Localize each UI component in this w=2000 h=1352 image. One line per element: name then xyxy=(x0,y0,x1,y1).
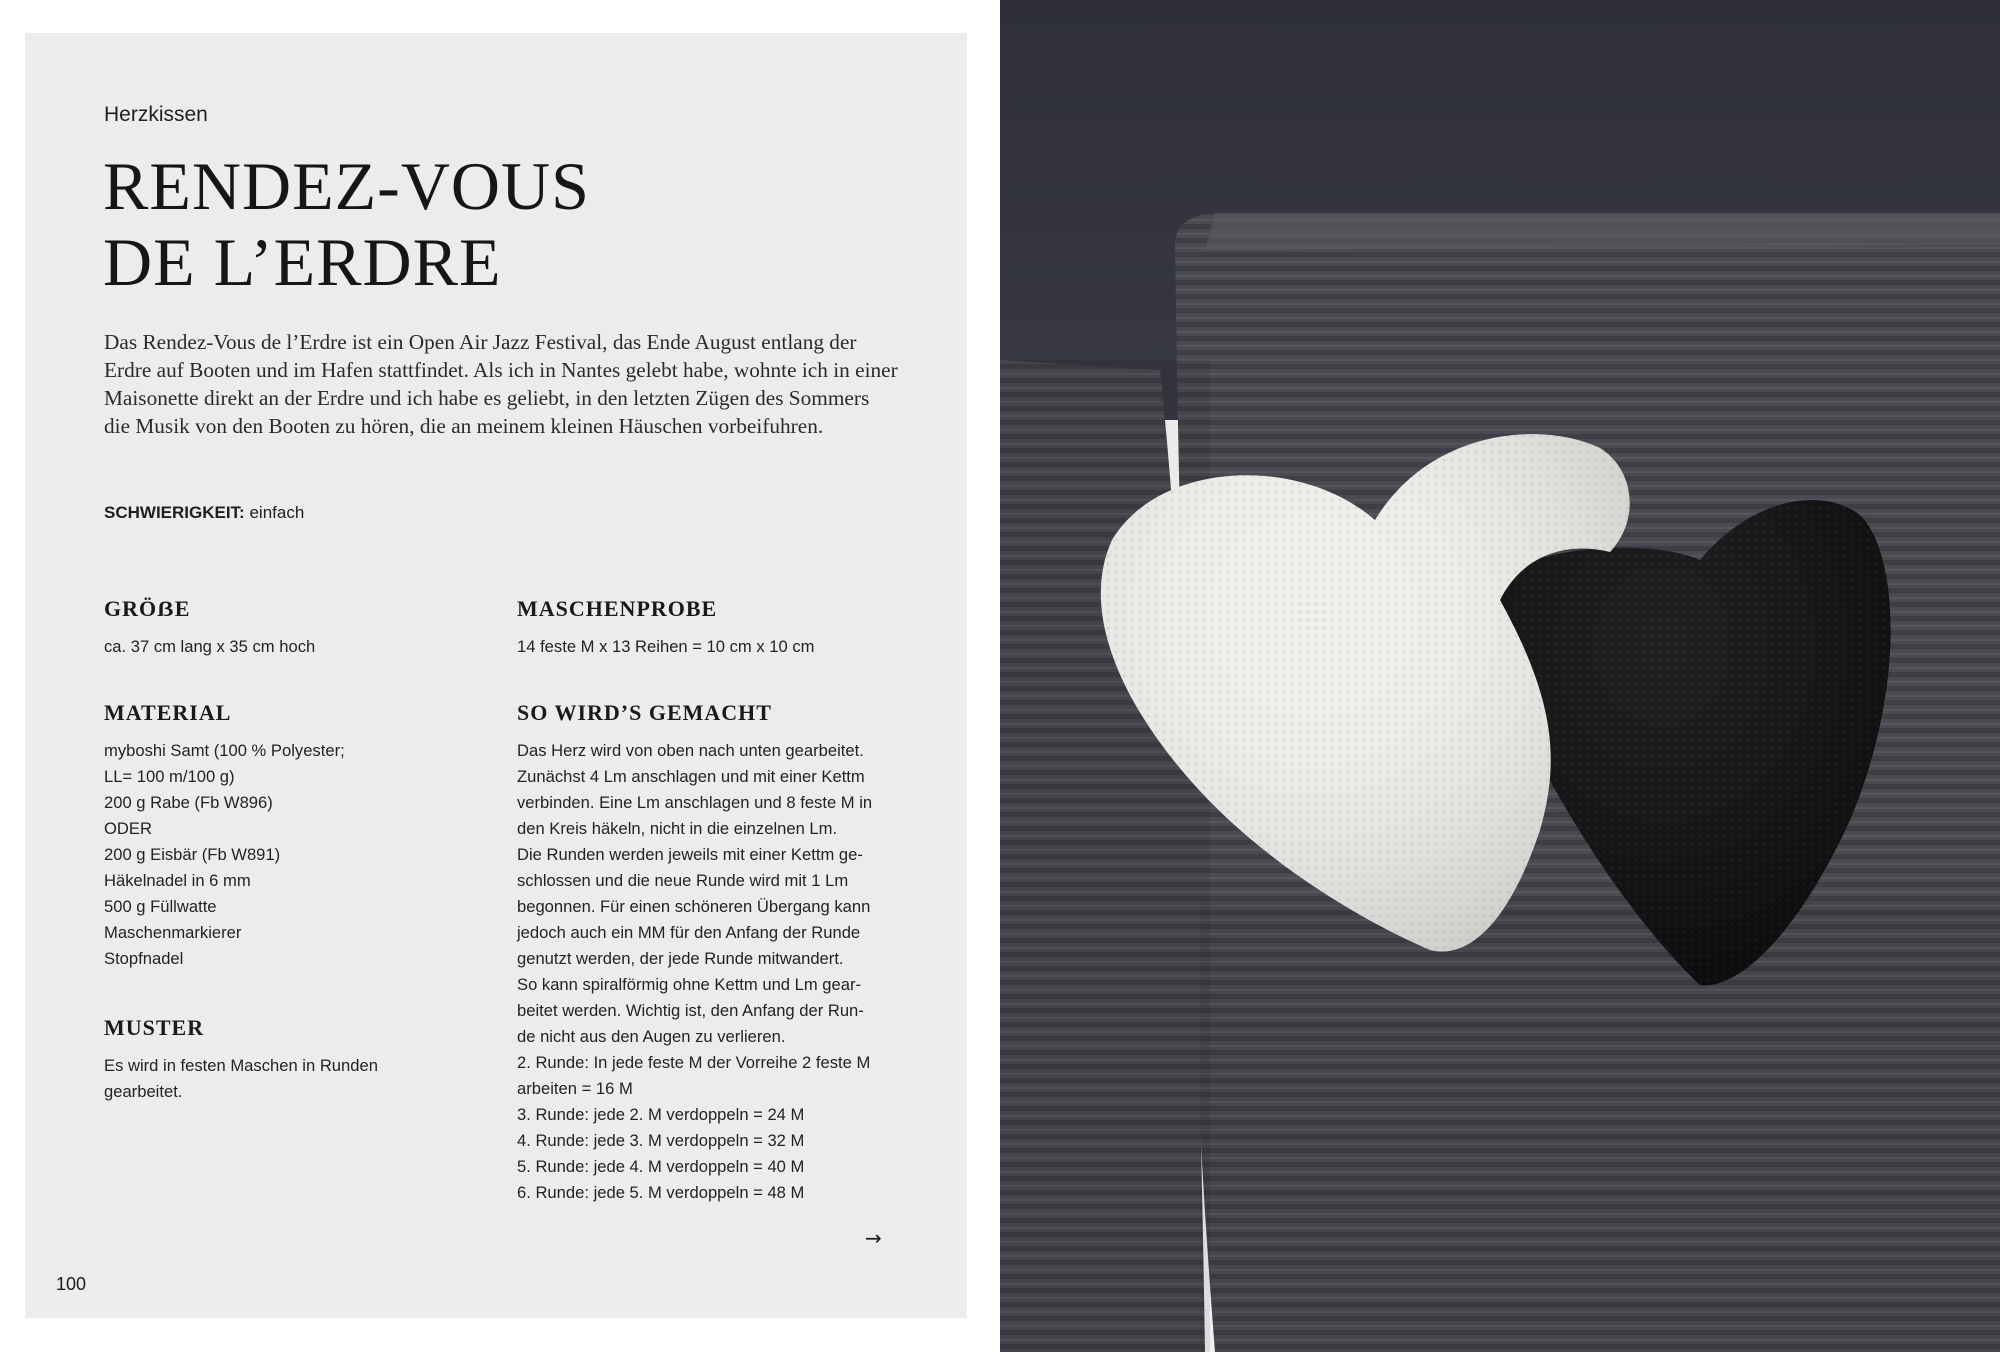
instruction-line: 5. Runde: jede 4. M verdoppeln = 40 M xyxy=(517,1157,805,1176)
photo-heart-pillows xyxy=(1000,0,2000,1352)
intro-paragraph: Das Rendez-Vous de l’Erdre ist ein Open Air Jazz Festival, das Ende August entlang der Erdre auf Booten und im Hafen stattfindet. Als ich in Nantes gelebt habe, wohnte ich in einer Maisonette direkt an der Erdre und ich habe es geliebt, in den letzten Zügen des Sommers die Musik von den Booten zu hören, die an meinem kleinen Häuschen vorbeifuhren. xyxy=(104,330,898,438)
instruction-line: Zunächst 4 Lm anschlagen und mit einer Kettm xyxy=(517,767,865,786)
material-item: ODER xyxy=(104,819,152,838)
difficulty-value: einfach xyxy=(244,503,305,522)
instruction-line: 3. Runde: jede 2. M verdoppeln = 24 M xyxy=(517,1105,805,1124)
instruction-line: 6. Runde: jede 5. M verdoppeln = 48 M xyxy=(517,1183,805,1202)
material-item: LL= 100 m/100 g) xyxy=(104,767,235,786)
instruction-line: schlossen und die neue Runde wird mit 1 Lm xyxy=(517,871,849,890)
photo-sofa-top-highlight xyxy=(1205,213,2000,250)
material-item: 200 g Eisbär (Fb W891) xyxy=(104,845,281,864)
section-material xyxy=(104,700,494,972)
instruction-line: de nicht aus den Augen zu verlieren. xyxy=(517,1027,786,1046)
page-title-line-2: DE L’ERDRE xyxy=(103,224,502,300)
section-material-body xyxy=(104,738,494,972)
instruction-line: 4. Runde: jede 3. M verdoppeln = 32 M xyxy=(517,1131,805,1150)
section-size-body xyxy=(104,634,494,660)
section-gauge xyxy=(517,596,917,660)
instruction-line: arbeiten = 16 M xyxy=(517,1079,633,1098)
material-item: myboshi Samt (100 % Polyester; xyxy=(104,741,345,760)
material-item: 200 g Rabe (Fb W896) xyxy=(104,793,273,812)
section-size-line: ca. 37 cm lang x 35 cm hoch xyxy=(104,637,316,656)
section-size xyxy=(104,596,494,660)
material-item: 500 g Füllwatte xyxy=(104,897,217,916)
page-title xyxy=(103,148,803,300)
instruction-line: Das Herz wird von oben nach unten gearbeitet. xyxy=(517,741,864,760)
instruction-line: verbinden. Eine Lm anschlagen und 8 feste M in xyxy=(517,793,873,812)
instruction-line: 2. Runde: In jede feste M der Vorreihe 2 feste M xyxy=(517,1053,871,1072)
instruction-line: beitet werden. Wichtig ist, den Anfang der Run- xyxy=(517,1001,864,1020)
material-item: Häkelnadel in 6 mm xyxy=(104,871,251,890)
material-item: Stopfnadel xyxy=(104,949,184,968)
arrow-right-icon[interactable]: → xyxy=(865,1226,882,1250)
pattern-category: Herzkissen xyxy=(104,103,208,126)
section-instructions-body xyxy=(517,738,917,1206)
difficulty xyxy=(104,503,304,523)
section-gauge-line: 14 feste M x 13 Reihen = 10 cm x 10 cm xyxy=(517,637,815,656)
instruction-line: jedoch auch ein MM für den Anfang der Runde xyxy=(517,923,861,942)
instruction-line: begonnen. Für einen schöneren Übergang kann xyxy=(517,897,871,916)
instruction-line: So kann spiralförmig ohne Kettm und Lm gear- xyxy=(517,975,862,994)
difficulty-label: SCHWIERIGKEIT: xyxy=(104,503,245,522)
section-gauge-body xyxy=(517,634,917,660)
section-instructions xyxy=(517,700,917,1206)
instruction-line: Die Runden werden jeweils mit einer Kettm ge- xyxy=(517,845,863,864)
photo-sofa-seat-shade xyxy=(1200,900,2000,1352)
pattern-line: Es wird in festen Maschen in Runden xyxy=(104,1056,378,1075)
section-material-heading: MATERIAL xyxy=(104,700,232,725)
section-instructions-heading: SO WIRD’S GEMACHT xyxy=(517,700,772,725)
pattern-line: gearbeitet. xyxy=(104,1082,183,1101)
photo-illustration xyxy=(1000,0,2000,1352)
instruction-line: den Kreis häkeln, nicht in die einzelnen Lm. xyxy=(517,819,838,838)
page-title-line-1: RENDEZ-VOUS xyxy=(103,148,590,224)
page-number: 100 xyxy=(56,1274,87,1294)
section-gauge-heading: MASCHENPROBE xyxy=(517,596,718,621)
section-size-heading: GRÖẞE xyxy=(104,596,191,621)
section-pattern-body xyxy=(104,1053,494,1105)
instruction-line: genutzt werden, der jede Runde mitwandert. xyxy=(517,949,844,968)
section-pattern-heading: MUSTER xyxy=(104,1015,205,1040)
material-item: Maschenmarkierer xyxy=(104,923,242,942)
section-pattern xyxy=(104,1015,494,1105)
